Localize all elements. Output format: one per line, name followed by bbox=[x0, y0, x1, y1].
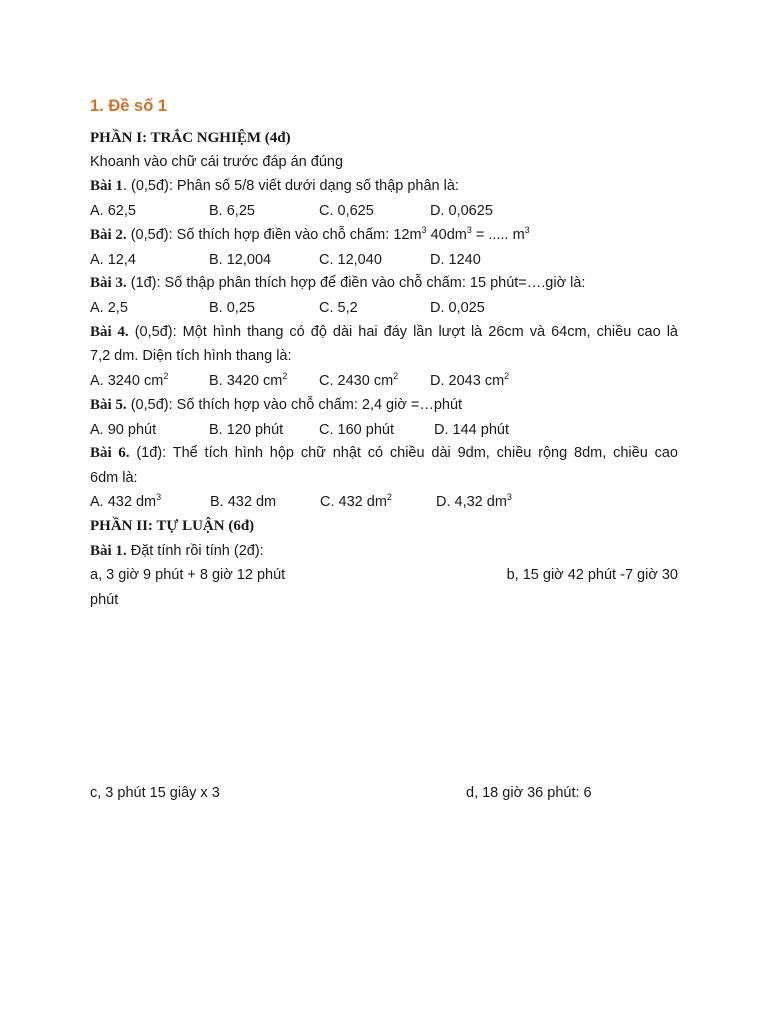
q2-option-d[interactable]: D. 1240 bbox=[430, 252, 481, 268]
part1-instruction: Khoanh vào chữ cái trước đáp án đúng bbox=[90, 154, 344, 170]
q6-option-b[interactable] bbox=[210, 492, 276, 512]
q2-sup-a: 3 bbox=[421, 225, 427, 235]
q3-option-c[interactable]: C. 5,2 bbox=[319, 300, 358, 316]
question-1 bbox=[90, 176, 678, 196]
question-2-text-c: = ..... m bbox=[471, 227, 525, 243]
essay-question-1 bbox=[90, 541, 678, 561]
question-6 bbox=[90, 443, 678, 463]
question-4-label: Bài 4. bbox=[90, 324, 129, 340]
exam-heading: 1. Đề số 1 bbox=[90, 97, 168, 115]
essay-question-1-text: Đặt tính rồi tính (2đ): bbox=[126, 543, 264, 559]
q2-sup-c: 3 bbox=[524, 225, 530, 235]
q5-option-a[interactable]: A. 90 phút bbox=[90, 422, 157, 438]
q4-option-d-sup: 2 bbox=[504, 371, 510, 381]
question-4 bbox=[90, 322, 678, 342]
q6-option-c-sup: 2 bbox=[386, 492, 392, 502]
q4-option-b-sup: 2 bbox=[282, 371, 288, 381]
question-5 bbox=[90, 395, 678, 415]
part1-title: PHẦN I: TRẮC NGHIỆM (4đ) bbox=[90, 130, 291, 146]
q4-option-b-text: B. 3420 cm bbox=[209, 373, 283, 389]
q5-option-c[interactable]: C. 160 phút bbox=[319, 422, 394, 438]
q1-option-b[interactable]: B. 6,25 bbox=[209, 203, 255, 219]
q2-option-b[interactable]: B. 12,004 bbox=[209, 252, 272, 268]
q6-option-a[interactable] bbox=[90, 492, 161, 512]
q1-option-d[interactable]: D. 0,0625 bbox=[430, 203, 493, 219]
q2-option-c[interactable]: C. 12,040 bbox=[319, 252, 382, 268]
q1-option-a[interactable]: A. 62,5 bbox=[90, 203, 136, 219]
question-4-text: (0,5đ): Một hình thang có độ dài hai đáy lần lượt là 26cm và 64cm, chiều cao là bbox=[128, 324, 678, 340]
q3-option-d[interactable]: D. 0,025 bbox=[430, 300, 485, 316]
essay-item-a: a, 3 giờ 9 phút + 8 giờ 12 phút bbox=[90, 567, 286, 583]
q4-option-d[interactable] bbox=[430, 371, 509, 391]
question-6-label: Bài 6. bbox=[90, 445, 130, 461]
q4-option-c-sup: 2 bbox=[393, 371, 399, 381]
essay-item-b: b, 15 giờ 42 phút -7 giờ 30 bbox=[506, 567, 678, 583]
question-1-text: . (0,5đ): Phân số 5/8 viết dưới dạng số thập phân là: bbox=[122, 178, 459, 194]
q4-option-c-text: C. 2430 cm bbox=[319, 373, 394, 389]
q4-option-d-text: D. 2043 cm bbox=[430, 373, 505, 389]
question-5-text: (0,5đ): Số thích hợp vào chỗ chấm: 2,4 giờ =…phút bbox=[126, 397, 463, 413]
part2-title: PHẦN II: TỰ LUẬN (6đ) bbox=[90, 518, 255, 534]
q1-option-c[interactable]: C. 0,625 bbox=[319, 203, 374, 219]
question-6-text: (1đ): Thể tích hình hộp chữ nhật có chiều dài 9dm, chiều rộng 8dm, chiều cao bbox=[129, 445, 678, 461]
q6-option-d-text: D. 4,32 dm bbox=[436, 494, 507, 510]
q4-option-a-text: A. 3240 cm bbox=[90, 373, 164, 389]
question-3-label: Bài 3. bbox=[90, 275, 127, 291]
q2-option-a[interactable]: A. 12,4 bbox=[90, 252, 136, 268]
q6-option-b-text: B. 432 dm bbox=[210, 494, 277, 510]
q5-option-b[interactable]: B. 120 phút bbox=[209, 422, 284, 438]
question-6-text-cont: 6dm là: bbox=[90, 470, 138, 486]
q6-option-a-sup: 3 bbox=[156, 492, 162, 502]
q6-option-a-text: A. 432 dm bbox=[90, 494, 157, 510]
question-2-label: Bài 2. bbox=[90, 227, 127, 243]
question-5-label: Bài 5. bbox=[90, 397, 127, 413]
worksheet-page bbox=[90, 0, 678, 1024]
essay-item-b-cont: phút bbox=[90, 592, 119, 608]
q2-sup-b: 3 bbox=[466, 225, 472, 235]
q3-option-a[interactable]: A. 2,5 bbox=[90, 300, 128, 316]
question-1-label: Bài 1 bbox=[90, 178, 123, 194]
q3-option-b[interactable]: B. 0,25 bbox=[209, 300, 255, 316]
q4-option-a-sup: 2 bbox=[163, 371, 169, 381]
q4-option-b[interactable] bbox=[209, 371, 287, 391]
q4-option-c[interactable] bbox=[319, 371, 398, 391]
question-4-text-cont: 7,2 dm. Diện tích hình thang là: bbox=[90, 348, 292, 364]
q6-option-c-text: C. 432 dm bbox=[320, 494, 387, 510]
essay-question-1-label: Bài 1. bbox=[90, 543, 127, 559]
question-3-text: (1đ): Số thập phân thích hợp để điền vào chỗ chấm: 15 phút=….giờ là: bbox=[126, 275, 586, 291]
question-2 bbox=[90, 225, 678, 245]
q6-option-d[interactable] bbox=[436, 492, 512, 512]
question-2-text-a: (0,5đ): Số thích hợp điền vào chỗ chấm: 12m bbox=[126, 227, 422, 243]
essay-item-c: c, 3 phút 15 giây x 3 bbox=[90, 785, 220, 801]
question-2-text-b: 40dm bbox=[426, 227, 467, 243]
question-3 bbox=[90, 273, 678, 293]
q6-option-d-sup: 3 bbox=[506, 492, 512, 502]
q4-option-a[interactable] bbox=[90, 371, 168, 391]
q6-option-c[interactable] bbox=[320, 492, 392, 512]
essay-item-d: d, 18 giờ 36 phút: 6 bbox=[466, 785, 592, 801]
q5-option-d[interactable]: D. 144 phút bbox=[434, 422, 509, 438]
